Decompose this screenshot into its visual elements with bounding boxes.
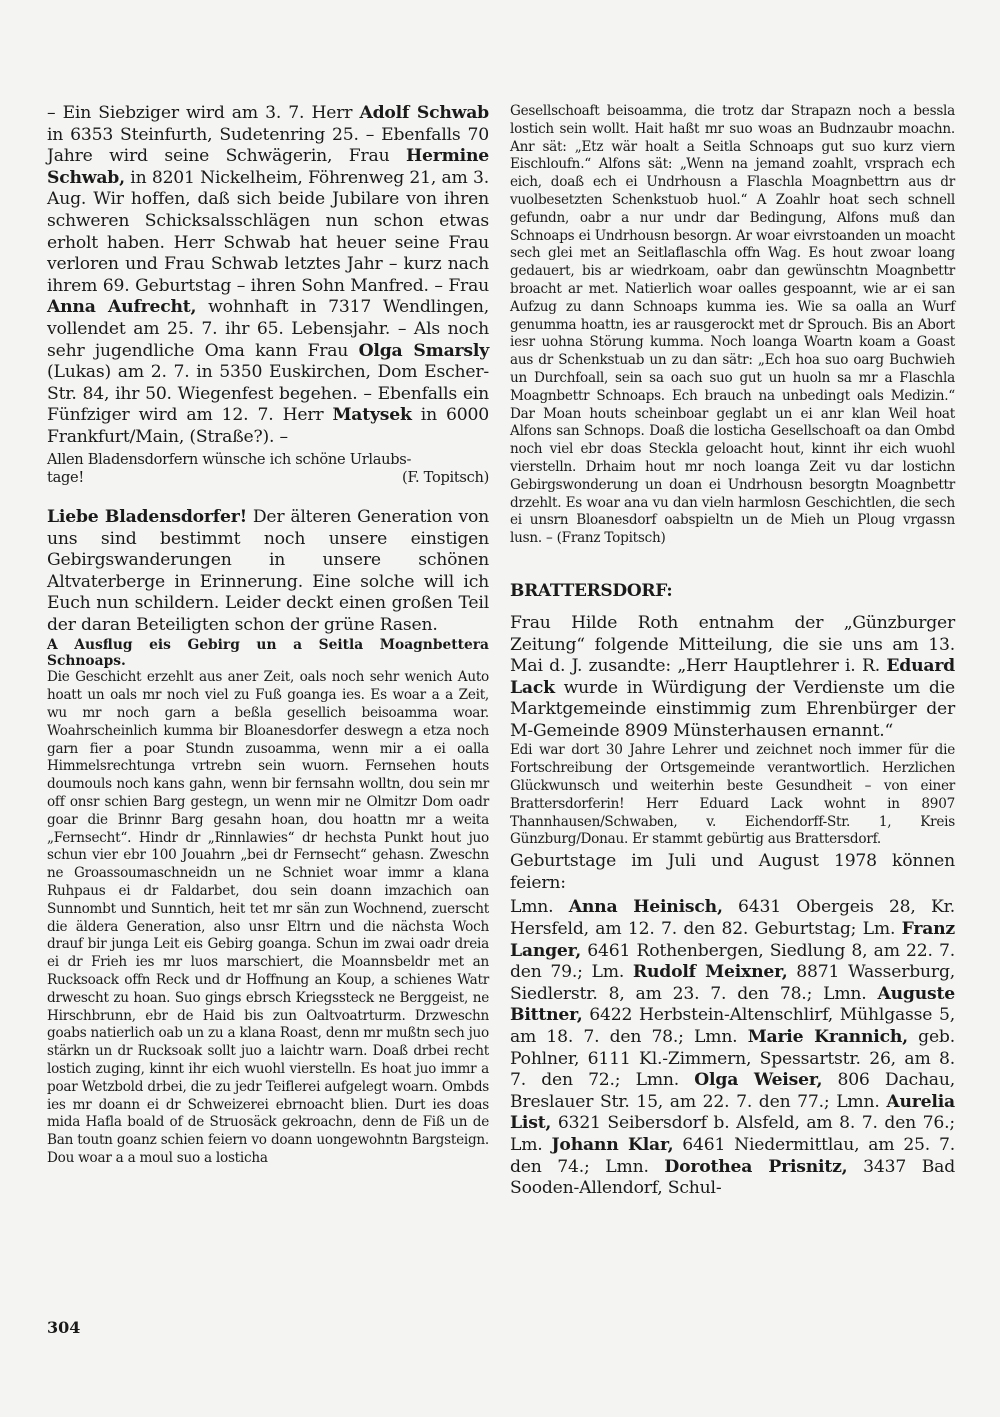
section-heading: BRATTERSDORF: [510,580,673,601]
birthdays-paragraph: – Ein Siebziger wird am 3. 7. Herr Adolf Schwab in 6353 Steinfurth, Sudetenring 25. – Ebenfalls 70 Jahre wird seine Schwägerin, Frau Hermine Schwab, in 8201 Nickelheim, Föhrenweg 21, am 3. Aug. Wir hoffen, daß sich beide Jubilare von ihren schweren Schicksalsschlägen nun schon etwas erholt haben. Herr Schwab hat heuer seine Frau verloren und Frau Schwab letztes Jahr – kurz nach ihrem 69. Geburtstag – ihren Sohn Manfred. – Frau Anna Aufrecht, wohnhaft in 7317 Wendlingen, vollendet am 25. 7. ihr 65. Lebensjahr. – Als noch sehr jugendliche Oma kann Frau Olga Smarsly (Lukas) am 2. 7. in 5350 Euskirchen, Dom Escher-Str. 84, ihr 50. Wiegenfest begehen. – Ebenfalls ein Fünfziger wird am 12. 7. Herr Matysek in 6000 Frankfurt/Main, (Straße?). – [47,103,490,447]
story-title: A Ausflug eis Gebirg un a Seitla Moagnbettera Schnoaps. [47,637,489,670]
person-name: Aurelia List, [510,1091,955,1134]
wishes-line: Allen Bladensdorfern wünsche ich schöne Urlaubs- [47,450,412,468]
story-paragraph: Die Geschicht erzehlt aus aner Zeit, oals noch sehr wenich Auto hoatt un oals mr noch viel zu Fuß goanga ies. Es woar a a Zeit, wu mr noch garn a beßla gesellich beisoamma woar. Woahrscheinlich kumma bir Bloanesdorfer deswegn a etza noch garn fier a poar Stundn zusoamma, wenn mir a ei oalla Himmelsrechtunga vrtrebn sein wuorn. Fernsehen houts doumouls noch kans gahn, wenn bir fernsahn wolltn, dou sein mr off onsr schien Barg gestegn, un wenn mir ne Olmitzr Dom oadr goar die Brinnr Barg gesahn hoan, dou hoattn mr a weita „Fernsecht“. Hindr dr „Rinnlawies“ dr hechsta Punkt hout juo schun vier ebr 100 Jouahrn „bei dr Fernsecht“ gehasn. Zweschn ne Groassoumaschneidn un ne Schniet woar immr a klana Ruhpaus ei dr Faldarbet, dou sein doann imzachich oan Sunnombt und Sunntich, heit tet mr sän zun Wochnend, zuerscht die äldera Generation, also unsr Eltrn und die nächsta Woch drauf bir junga Leit eis Gebirg goanga. Schun im zwai oadr dreia ei dr Frieh ies mr luos marschiert, die Moannsbeldr met an Rucksoack offn Reck und dr Hoffnung an Koup, a schienes Watr drwescht zu hoan. Suo gings ebrsch Kriegssteck ne Berggeist, ne Hirschbrunn, ebr de Haid bis zun Oaltvoatrturm. Drzweschn goabs natierlich oab un zu a klana Roast, denn mr mußtn sech juo stärkn un dr Rucksoak sollt juo a laichtr warn. Doaß drbei recht lostich zuging, kinnt ihr eich wuohl vierstelln. Es hoat juo immr a poar Wetzbold drbei, die zu jedr Teiflerei aufgelegt woarn. Ombds ies mr doann ei dr Schweizerei ebrnoacht blien. Durt ies doas mida Hafla boald of de Struosäck gekroachn, denn de Fiß un de Ban toutn goanz schien feiern vo doann uongewohntn Bargsteign. Dou woar a a moul suo a losticha [47,669,489,1166]
greeting: Liebe Bladensdorfer! [47,506,247,527]
person-name: Rudolf Meixner, [632,962,788,983]
intro-paragraph: Liebe Bladensdorfer! Der älteren Generation von uns sind bestimmt noch unsere einstigen Gebirgswanderungen in unsere schönen Altvaterberge in Erinnerung. Eine solche will ich Euch nun schildern. Leider deckt einen großen Teil der daran Beteiligten schon der grüne Rasen. [47,506,489,635]
person-name: Hermine Schwab, [47,146,489,188]
left-column [47,103,489,1168]
person-name: Anna Heinisch, [568,897,723,918]
person-name: Matysek [332,405,412,426]
birthdays-intro: Geburtstage im Juli und August 1978 können feiern: [510,851,955,893]
person-name: Olga Smarsly [358,340,489,361]
person-name: Franz Langer, [510,919,955,961]
person-name: Eduard Lack [510,656,955,698]
person-name: Auguste Bittner, [510,983,955,1026]
person-name: Adolf Schwab [359,103,489,123]
person-name: Dorothea Prisnitz, [664,1156,848,1177]
page-number: 304 [47,1318,81,1337]
person-name: Marie Krannich, [747,1027,908,1048]
person-name: Johann Klar, [551,1134,674,1155]
birthdays-list: Lmn. Anna Heinisch, 6431 Obergeis 28, Kr. Hersfeld, am 12. 7. den 82. Geburtstag; Lm. Franz Langer, 6461 Rothenbergen, Siedlung 8, am 22. 7. den 79.; Lm. Rudolf Meixner, 8871 Wasserburg, Siedlerstr. 8, am 23. 7. den 78.; Lmn. Auguste Bittner, 6422 Herbstein-Altenschlirf, Mühlgasse 5, am 18. 7. den 78.; Lmn. Marie Krannich, geb. Pohlner, 6111 Kl.-Zimmern, Spessartstr. 26, am 8. 7. den 72.; Lmn. Olga Weiser, 806 Dachau, Breslauer Str. 15, am 22. 7. den 77.; Lmn. Aurelia List, 6321 Seibersdorf b. Alsfeld, am 8. 7. den 76.; Lm. Johann Klar, 6461 Niedermittlau, am 25. 7. den 74.; Lmn. Dorothea Prisnitz, 3437 Bad Sooden-Allendorf, Schul- [510,897,956,1199]
wishes-signature-line: tage! (F. Topitsch) [47,468,489,486]
person-name: Olga Weiser, [694,1070,823,1091]
edi-paragraph: Edi war dort 30 Jahre Lehrer und zeichnet noch immer für die Fortschreibung der Ortsgemeinde verantwortlich. Herzlichen Glückwunsch und weiterhin beste Gesundheit – von einer Brattersdorferin! Herr Eduard Lack wohnt in 8907 Thannhausen/Schwaben, v. Eichendorff-Str. 1, Kreis Günzburg/Donau. Er stammt gebürtig aus Brattersdorf. [510,742,955,848]
roth-paragraph: Frau Hilde Roth entnahm der „Günzburger Zeitung“ folgende Mitteilung, die sie uns am 13. Mai d. J. zusandte: „Herr Hauptlehrer i. R. Eduard Lack wurde in Würdigung der Verdienste um die Marktgemeinde einstimmig zum Ehrenbürger der M-Gemeinde 8909 Münsterhausen ernannt.“ [510,612,955,741]
spacer [47,487,489,507]
person-name: Anna Aufrecht, [47,297,197,318]
story-continued-paragraph: Gesellschoaft beisoamma, die trotz dar Strapazn noch a bessla lostich sein wollt. Hait haßt mr suo woas an Budnzaubr moachn. Anr sät: „Etz wär hoalt a Seitla Schnoaps gut suo kurz viern Eischloufn.“ Alfons sät: „Wenn na jemand zoahlt, vrsprach ech eich, doaß ech ei Undrhousn a Flaschla Moagnbettrn aus dr vuolbesetzten Schenkstuob huol.“ A Zoahlr hoat sech schnell gefundn, oabr a nur undr dar Bedingung, Alfons muß dan Schnoaps ei Undrhousn besorgn. Ar woar eivrstoanden un moacht sech glei met an Seitlaflaschla offn Wag. Es hout zwoar loang gedauert, bis ar wiedrkoam, oabr dan gewünschtn Moagnbettr broacht ar met. Natierlich woar oalles gespoannt, wie ar ei san Aufzug zu dann Schnoaps kumma ies. Wie sa oalla an Wurf genumma hoattn, ies ar rausgerockt met dr Sprouch. Bis an Abort iesr uohna Störung kumma. Noch loanga Woartn koam a Goast aus dr Schenkstuab un zu dan sätr: „Ech hoa suo oarg Buchwieh un Durchfoall, sein sa oach suo gut un huoln sa mr a Flaschla Moagnbettr Schnoaps. Ech brauch na unbedingt oals Medizin.“ Dar Moan houts scheinboar geglabt un ei anr klan Weil hoat Alfons san Schnops. Doaß die losticha Gesellschoaft oa dan Ombd noch viel ebr doas Steckla geloacht hout, kinnt ihr eich wuohl vierstelln. Drhaim hout mr noch loanga Zeit vu dar lostichn Gebirgswonderung un doan ei Undrhousn besorgtn Moagnbettr drzehlt. Es woar ana vu dan vieln harmlosn Geschichtlen, die sech ei unsrn Bloanesdorf oabspieltn un de Mieh un Ploug vrgassn lusn. – (Franz Topitsch) [510,103,955,547]
right-column [510,103,955,1200]
author-signature: (F. Topitsch) [402,468,489,486]
